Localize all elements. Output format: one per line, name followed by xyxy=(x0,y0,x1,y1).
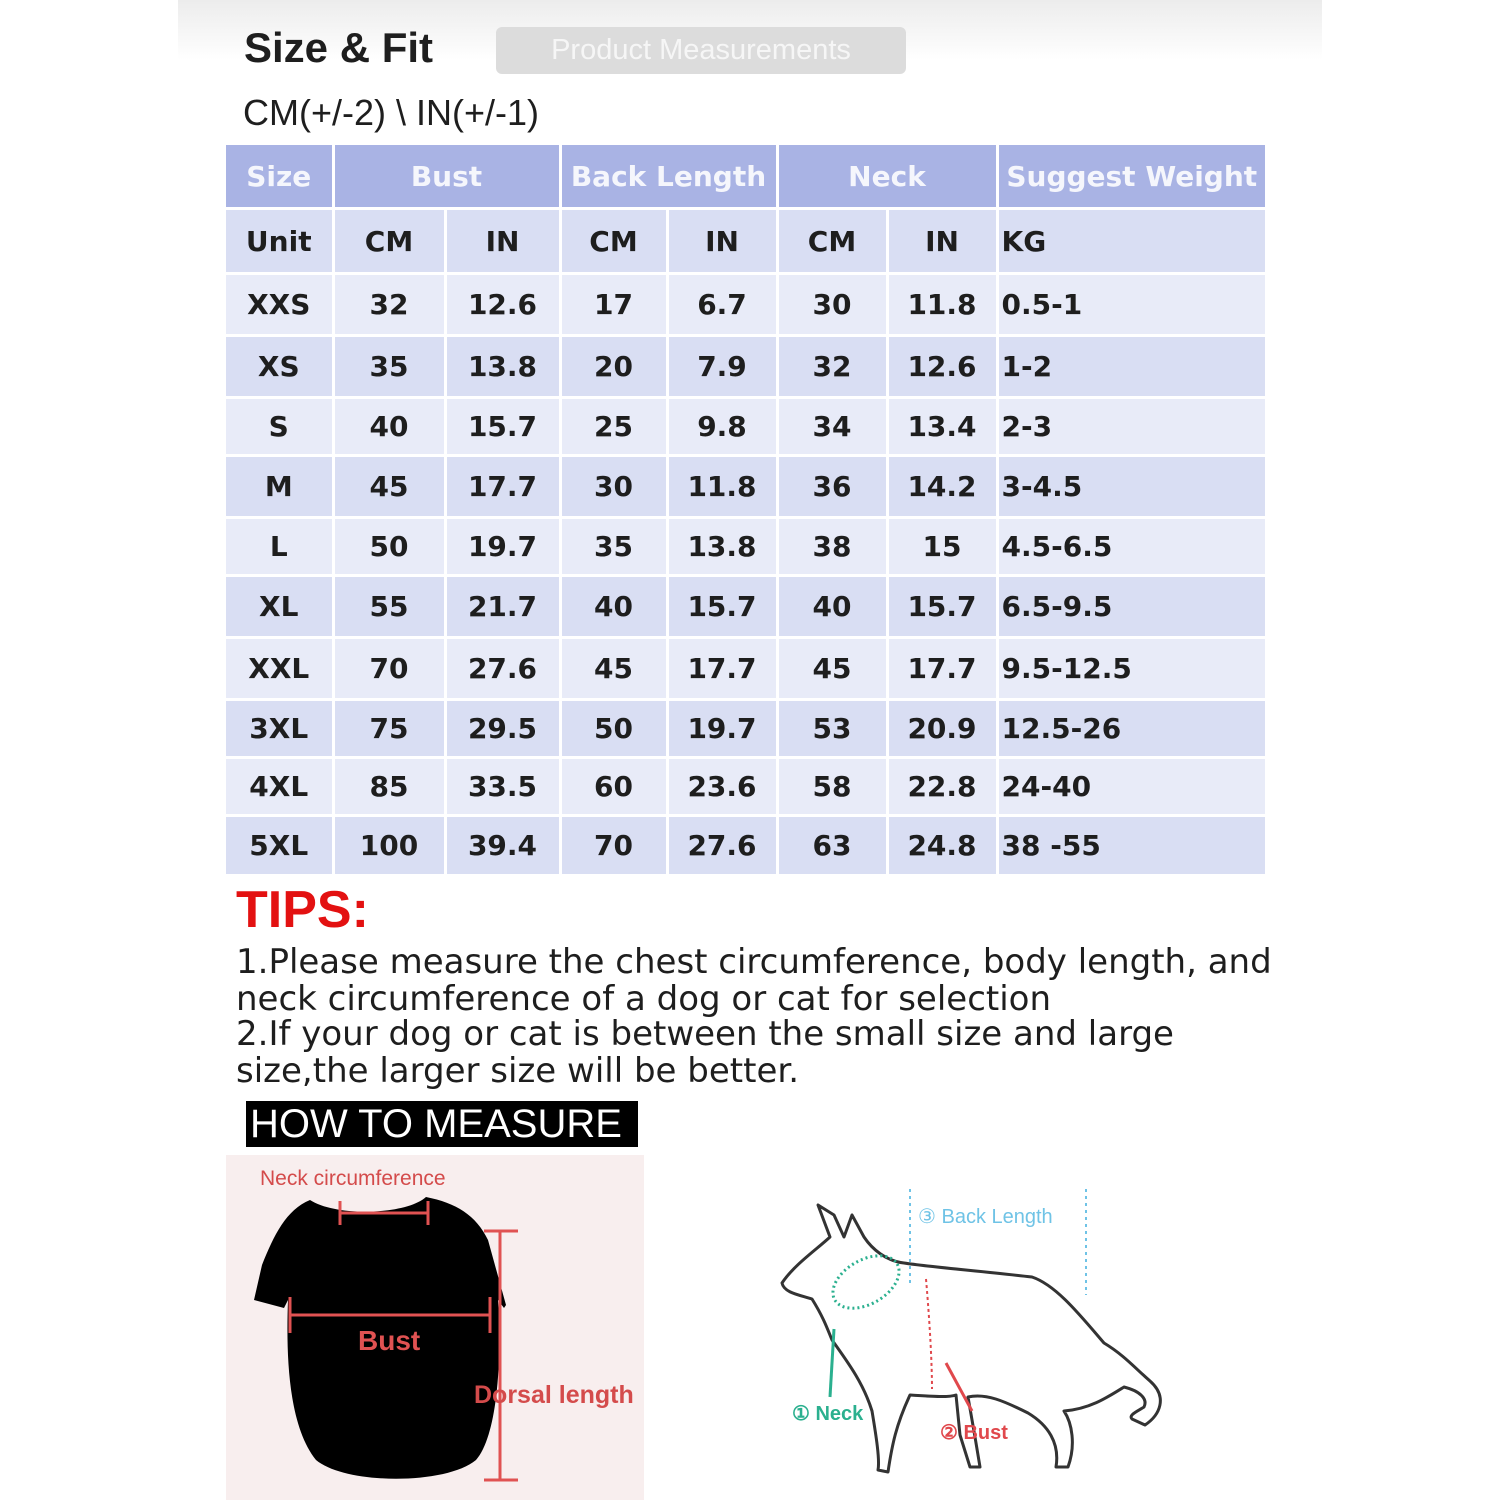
unit-cell: IN xyxy=(887,209,997,274)
measurement-cell: 15.7 xyxy=(445,398,560,456)
measurement-cell: 58 xyxy=(777,758,887,816)
measurement-cell: 17 xyxy=(560,274,667,336)
measurement-cell: 70 xyxy=(333,638,445,700)
measurement-cell: 4.5-6.5 xyxy=(997,518,1265,576)
table-row xyxy=(226,336,1265,398)
measurement-cell: 29.5 xyxy=(445,700,560,758)
size-cell: XS xyxy=(226,336,333,398)
measurement-cell: 13.8 xyxy=(445,336,560,398)
measurement-cell: 14.2 xyxy=(887,456,997,518)
measurement-cell: 17.7 xyxy=(667,638,777,700)
measurement-cell: 63 xyxy=(777,816,887,876)
measurement-cell: 24.8 xyxy=(887,816,997,876)
measurement-cell: 30 xyxy=(560,456,667,518)
dog-measure-diagram xyxy=(760,1175,1180,1485)
unit-cell: CM xyxy=(333,209,445,274)
size-cell: S xyxy=(226,398,333,456)
unit-cell: CM xyxy=(777,209,887,274)
measurement-cell: 53 xyxy=(777,700,887,758)
measurement-cell: 27.6 xyxy=(667,816,777,876)
table-row xyxy=(226,758,1265,816)
size-cell: 3XL xyxy=(226,700,333,758)
measurement-cell: 7.9 xyxy=(667,336,777,398)
unit-cell: IN xyxy=(667,209,777,274)
measurement-cell: 27.6 xyxy=(445,638,560,700)
shirt-measure-diagram xyxy=(226,1155,644,1500)
size-cell: 4XL xyxy=(226,758,333,816)
measurement-cell: 15.7 xyxy=(667,576,777,638)
measurement-cell: 6.5-9.5 xyxy=(997,576,1265,638)
table-row xyxy=(226,274,1265,336)
measurement-cell: 6.7 xyxy=(667,274,777,336)
size-cell: XL xyxy=(226,576,333,638)
measurement-cell: 45 xyxy=(333,456,445,518)
measurement-cell: 2-3 xyxy=(997,398,1265,456)
measurement-cell: 70 xyxy=(560,816,667,876)
table-row xyxy=(226,576,1265,638)
bust-pointer xyxy=(946,1363,972,1411)
header-neck: Neck xyxy=(777,145,997,209)
tip-one: 1.Please measure the chest circumference, body length, and neck circumference of a dog or cat for selection xyxy=(236,942,1272,1019)
measurement-cell: 17.7 xyxy=(887,638,997,700)
measurement-cell: 12.6 xyxy=(445,274,560,336)
size-cell: M xyxy=(226,456,333,518)
header-suggest-weight: Suggest Weight xyxy=(997,145,1265,209)
measurement-cell: 13.4 xyxy=(887,398,997,456)
measurement-cell: 35 xyxy=(333,336,445,398)
measurement-cell: 25 xyxy=(560,398,667,456)
measurement-cell: 50 xyxy=(333,518,445,576)
size-chart-table xyxy=(226,145,1265,877)
table-row xyxy=(226,456,1265,518)
table-row xyxy=(226,816,1265,876)
measurement-cell: 1-2 xyxy=(997,336,1265,398)
measurement-cell: 100 xyxy=(333,816,445,876)
measurement-cell: 20 xyxy=(560,336,667,398)
product-measurements-tab[interactable]: Product Measurements xyxy=(496,27,906,74)
measurement-cell: 20.9 xyxy=(887,700,997,758)
table-row xyxy=(226,398,1265,456)
measurement-cell: 15 xyxy=(887,518,997,576)
measurement-cell: 30 xyxy=(777,274,887,336)
neck-measure-ring xyxy=(824,1245,908,1319)
measurement-cell: 45 xyxy=(777,638,887,700)
measurement-cell: 19.7 xyxy=(667,700,777,758)
back-length-label: ③ Back Length xyxy=(918,1206,1053,1228)
unit-cell: IN xyxy=(445,209,560,274)
measurement-cell: 55 xyxy=(333,576,445,638)
shirt-illustration xyxy=(226,1155,644,1500)
measurement-cell: 34 xyxy=(777,398,887,456)
header-bust: Bust xyxy=(333,145,560,209)
dorsal-length-label: Dorsal length xyxy=(474,1381,634,1409)
measurement-cell: 24-40 xyxy=(997,758,1265,816)
table-row xyxy=(226,700,1265,758)
dog-illustration xyxy=(760,1175,1180,1485)
header-size: Size xyxy=(226,145,333,209)
size-cell: L xyxy=(226,518,333,576)
table-row xyxy=(226,638,1265,700)
measurement-cell: 15.7 xyxy=(887,576,997,638)
neck-label: ① Neck xyxy=(792,1403,864,1425)
tips-heading: TIPS: xyxy=(236,881,369,939)
size-cell: 5XL xyxy=(226,816,333,876)
size-cell: XXL xyxy=(226,638,333,700)
measurement-cell: 39.4 xyxy=(445,816,560,876)
measurement-cell: 38 -55 xyxy=(997,816,1265,876)
measurement-cell: 85 xyxy=(333,758,445,816)
measurement-cell: 0.5-1 xyxy=(997,274,1265,336)
measurement-cell: 12.6 xyxy=(887,336,997,398)
measurement-cell: 19.7 xyxy=(445,518,560,576)
measurement-cell: 40 xyxy=(560,576,667,638)
table-unit-row xyxy=(226,209,1265,274)
table-row xyxy=(226,518,1265,576)
measurement-cell: 40 xyxy=(777,576,887,638)
measurement-cell: 12.5-26 xyxy=(997,700,1265,758)
page-title: Size & Fit xyxy=(244,24,434,71)
measurement-cell: 13.8 xyxy=(667,518,777,576)
measurement-cell: 45 xyxy=(560,638,667,700)
measurement-cell: 33.5 xyxy=(445,758,560,816)
measurement-cell: 21.7 xyxy=(445,576,560,638)
neck-circumference-label: Neck circumference xyxy=(260,1167,446,1190)
measurement-cell: 11.8 xyxy=(887,274,997,336)
measurement-cell: 60 xyxy=(560,758,667,816)
measurement-cell: 32 xyxy=(777,336,887,398)
unit-cell: CM xyxy=(560,209,667,274)
measurement-cell: 75 xyxy=(333,700,445,758)
bust-measure-ring xyxy=(926,1279,932,1389)
unit-cell: Unit xyxy=(226,209,333,274)
measurement-cell: 9.5-12.5 xyxy=(997,638,1265,700)
header-back-length: Back Length xyxy=(560,145,777,209)
how-to-measure-label: HOW TO MEASURE xyxy=(246,1101,638,1147)
measurement-cell: 9.8 xyxy=(667,398,777,456)
measurement-cell: 3-4.5 xyxy=(997,456,1265,518)
measurement-cell: 17.7 xyxy=(445,456,560,518)
measurement-cell: 22.8 xyxy=(887,758,997,816)
measurement-tolerance: CM(+/-2) \ IN(+/-1) xyxy=(243,92,540,133)
measurement-cell: 36 xyxy=(777,456,887,518)
measurement-cell: 32 xyxy=(333,274,445,336)
measurement-cell: 23.6 xyxy=(667,758,777,816)
measurement-cell: 35 xyxy=(560,518,667,576)
measurement-cell: 38 xyxy=(777,518,887,576)
table-group-header xyxy=(226,145,1265,209)
measurement-cell: 11.8 xyxy=(667,456,777,518)
unit-cell: KG xyxy=(997,209,1265,274)
bust-label-dog: ② Bust xyxy=(940,1422,1008,1444)
measurement-cell: 40 xyxy=(333,398,445,456)
measurement-cell: 50 xyxy=(560,700,667,758)
size-cell: XXS xyxy=(226,274,333,336)
tip-two: 2.If your dog or cat is between the small size and large size,the larger size will be better. xyxy=(236,1014,1174,1091)
bust-label: Bust xyxy=(358,1325,421,1356)
